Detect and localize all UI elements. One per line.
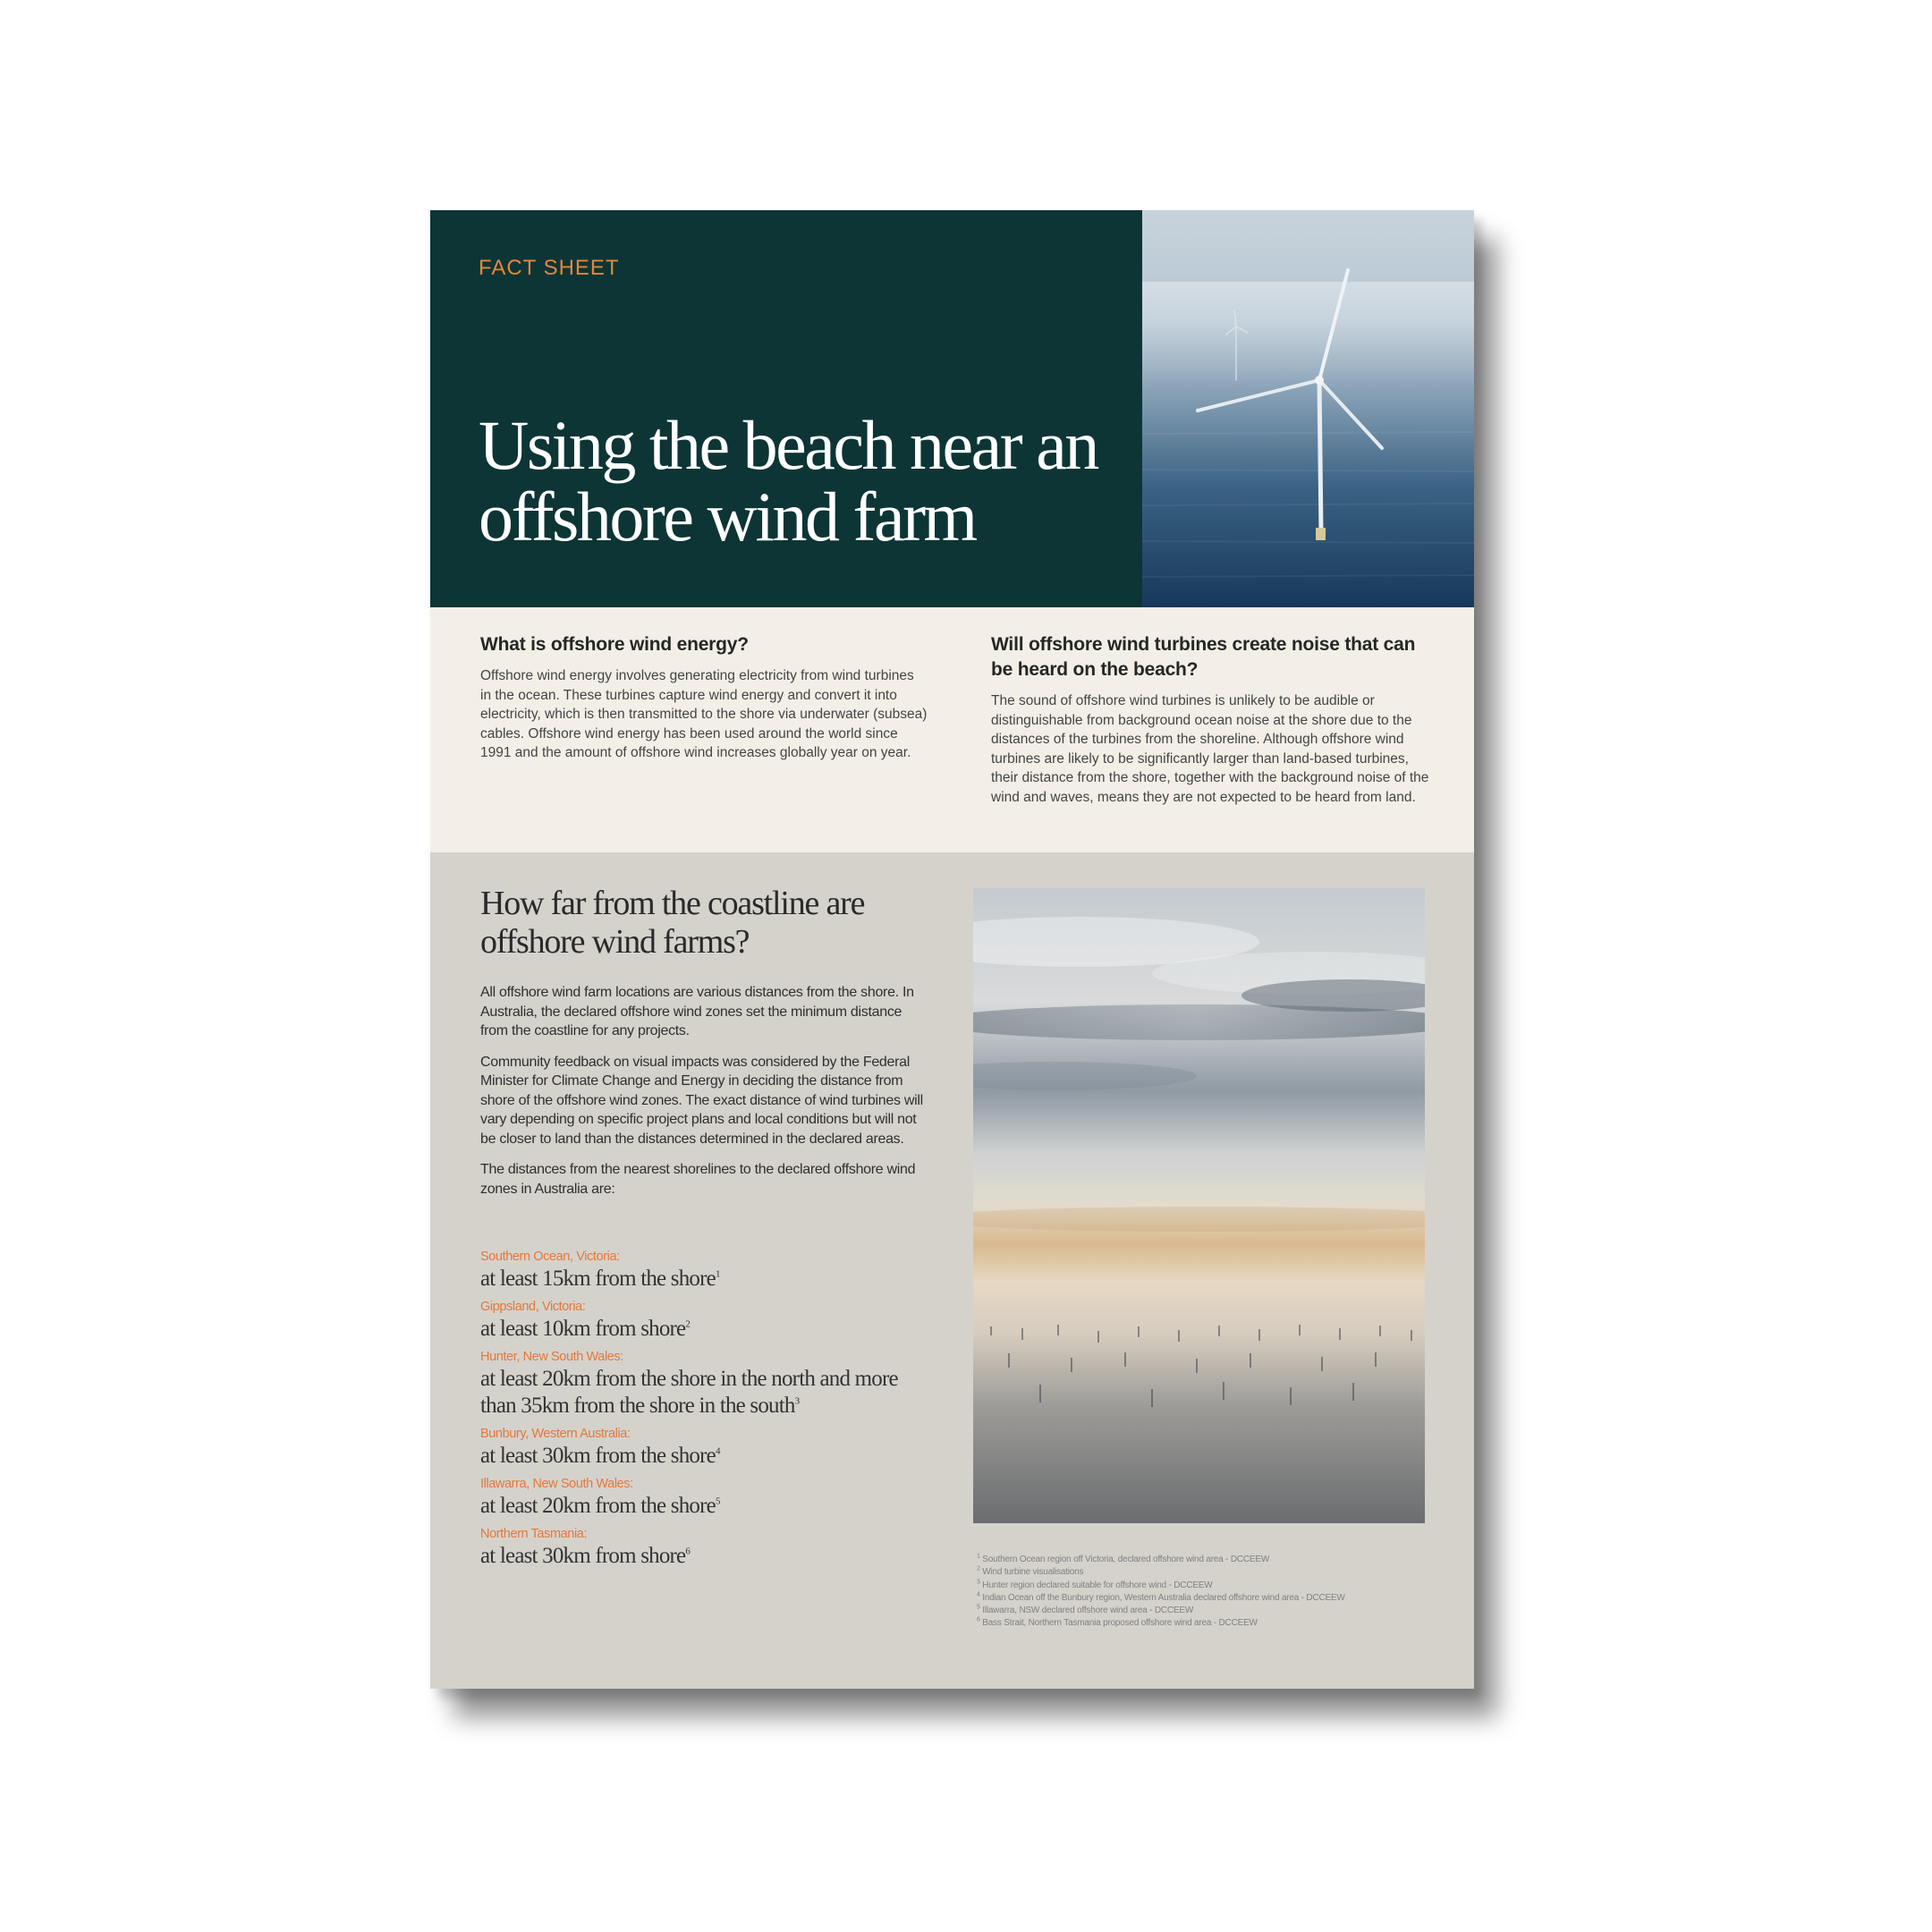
intro-section [430,607,1474,852]
footnotes [977,1554,1442,1631]
offshore-wind-energy-text: Offshore wind energy involves generating electricity from wind turbines in the ocean. These turbines capture wind energy and convert it into electricity, which is then transmitted to the shore via underwater (subsea) cables. Offshore wind energy has been used around the world since 1991 and the amount of offshore wind increases globally year on year. [480,668,928,760]
wind-zone-item [480,1525,928,1570]
footnote-ref: 3 [794,1395,800,1407]
paragraph: Community feedback on visual impacts was considered by the Federal Minister for Climate Change and Energy in deciding the distance from shore of the offshore wind zones. The exact distance of wind turbines will vary depending on specific project plans and local conditions but will not be closer to land than the distances determined in the declared areas. [480,1054,923,1147]
header [430,210,1474,607]
header-panel [430,210,1142,607]
wind-zone-item [480,1475,928,1520]
page-title: Using the beach near an offshore wind farm [479,406,1097,555]
offshore-wind-energy-column [480,632,928,763]
zone-distance: at least 15km from the shore$^1$ [480,1267,720,1291]
wind-zone-list [480,1248,928,1575]
paragraph: All offshore wind farm locations are various distances from the shore. In Australia, the declared offshore wind zones set the minimum distance from the coastline for any projects. [480,985,914,1038]
footnote-ref: 1 [715,1268,720,1280]
footnote: $^4$ Indian Ocean off the Bunbury region, Western Australia declared offshore wind area - DCCEEW [977,1591,1345,1603]
footnote-ref: 2 [685,1318,691,1330]
footnote-ref: 4 [715,1445,720,1457]
offshore-wind-farm-photo [973,888,1425,1523]
zone-name: Illawarra, New South Wales: [480,1477,633,1491]
zone-name: Northern Tasmania: [480,1527,588,1541]
coastline-distance-text [480,983,928,1210]
footnote-ref: 5 [715,1496,720,1507]
turbine-noise-column [991,632,1438,807]
footnote: $^2$ Wind turbine visualisations [977,1565,1084,1578]
coastline-distance-section [430,852,1474,1689]
paragraph: The distances from the nearest shorelines to the declared offshore wind zones in Australia are: [480,1162,916,1197]
fact-sheet-page [430,210,1474,1689]
coastline-distance-heading: How far from the coastline are offshore wind farms? [480,885,865,961]
offshore-wind-energy-heading: What is offshore wind energy? [480,634,749,655]
zone-name: Southern Ocean, Victoria: [480,1250,620,1264]
zone-name: Gippsland, Victoria: [480,1300,586,1314]
footnote: $^3$ Hunter region declared suitable for offshore wind - DCCEEW [977,1579,1213,1590]
wind-zone-item [480,1425,928,1470]
zone-distance: at least 20km from the shore in the north and more than 35km from the shore in the south$^3$ [480,1367,898,1418]
wind-zone-item [480,1298,928,1343]
wind-zone-item [480,1248,928,1292]
footnote: $^1$ Southern Ocean region off Victoria, declared offshore wind area - DCCEEW [977,1553,1270,1564]
zone-name: Bunbury, Western Australia: [480,1427,631,1441]
footnote: $^6$ Bass Strait, Northern Tasmania proposed offshore wind area - DCCEEW [977,1617,1258,1629]
zone-distance: at least 20km from the shore$^5$ [480,1494,720,1518]
turbine-noise-heading: Will offshore wind turbines create noise that can be heard on the beach? [991,634,1416,680]
wind-zone-item [480,1348,928,1419]
eyebrow-label: FACT SHEET [479,256,620,280]
zone-distance: at least 30km from shore$^6$ [480,1544,691,1568]
footnote-ref: 6 [685,1546,691,1557]
zone-distance: at least 30km from the shore$^4$ [480,1444,720,1468]
zone-distance: at least 10km from shore$^2$ [480,1317,691,1341]
turbine-noise-text: The sound of offshore wind turbines is unlikely to be audible or distinguishable from background ocean noise at the shore due to the distances of the turbines from the shoreline. Although offshore wind turbines are likely to be significantly larger than land-based turbines, their distance from the shore, together with the background noise of the wind and waves, means they are not expected to be heard from land. [991,693,1429,805]
zone-name: Hunter, New South Wales: [480,1350,623,1364]
footnote: $^5$ Illawarra, NSW declared offshore wind area - DCCEEW [977,1604,1194,1616]
hero-wind-turbine-photo [1142,210,1474,607]
